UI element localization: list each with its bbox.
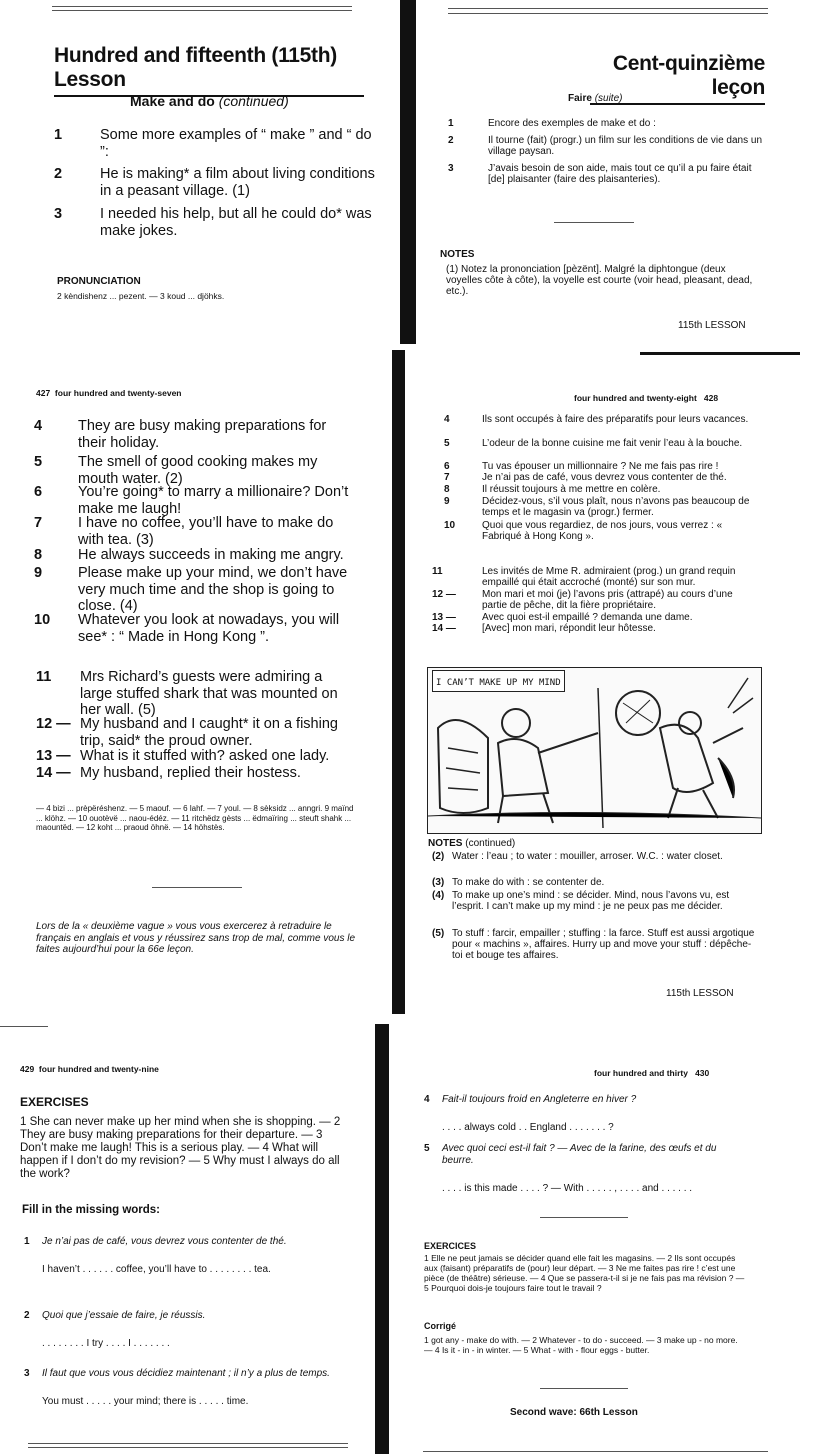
subtitle-bold: Make and do bbox=[130, 93, 215, 109]
item-number: 11 bbox=[432, 566, 443, 577]
subtitle-bold: Faire bbox=[568, 93, 592, 104]
page-footer: 115th LESSON bbox=[666, 988, 734, 999]
notes-continued: (continued) bbox=[465, 838, 516, 849]
pronunciation-heading: PRONUNCIATION bbox=[57, 276, 141, 287]
note-1: (1) Notez la prononciation [pèzënt]. Malgré la diphtongue (deux voyelles côte à côte), la voyelle est courte (voir head, pleasant, dead, etc.). bbox=[446, 264, 753, 297]
item-text: J’avais besoin de son aide, mais tout ce qu’il a pu faire était [de] plaisanter (faire des plaisanteries). bbox=[488, 163, 752, 185]
fill-item bbox=[24, 1368, 346, 1412]
list-item bbox=[432, 566, 760, 588]
fill-item bbox=[24, 1236, 346, 1280]
fill-answer-line: . . . . . . . . I try . . . . I . . . . . . . bbox=[42, 1338, 170, 1349]
list-item bbox=[448, 135, 763, 157]
item-text: My husband, replied their hostess. bbox=[80, 765, 301, 781]
list-item bbox=[444, 414, 760, 425]
list-item bbox=[54, 166, 379, 199]
page-footer: 115th LESSON bbox=[678, 320, 746, 331]
list-item bbox=[36, 748, 356, 765]
note-item bbox=[432, 851, 760, 862]
list-item bbox=[432, 612, 760, 623]
list-item bbox=[34, 515, 356, 548]
item-text: Quoi que vous regardiez, de nos jours, vous verrez : « Fabriqué à Hong Kong ». bbox=[482, 520, 723, 542]
item-number: 1 bbox=[54, 127, 63, 143]
binding-bar-middle bbox=[392, 350, 405, 1014]
item-text: Tu vas épouser un millionnaire ? Ne me fais pas rire ! bbox=[482, 461, 719, 472]
item-number: 2 bbox=[448, 135, 454, 146]
item-number: 14 — bbox=[432, 623, 456, 634]
exercices-heading: EXERCICES bbox=[424, 1241, 477, 1251]
item-number: 12 — bbox=[36, 716, 71, 732]
item-number: 4 bbox=[444, 414, 450, 425]
exercises-heading: EXERCISES bbox=[20, 1095, 89, 1109]
item-text: What is it stuffed with? asked one lady. bbox=[80, 748, 330, 764]
item-text: Je n’ai pas de café, vous devrez vous contenter de thé. bbox=[482, 472, 727, 483]
item-number: 5 bbox=[444, 438, 450, 449]
item-text: They are busy making preparations for their holiday. bbox=[78, 418, 327, 451]
item-text: [Avec] mon mari, répondit leur hôtesse. bbox=[482, 623, 656, 634]
note-text: To make do with : se contenter de. bbox=[452, 877, 605, 888]
list-item bbox=[444, 496, 760, 518]
binding-bar-top bbox=[400, 0, 416, 344]
second-wave-note: Lors de la « deuxième vague » vous vous exercerez à retraduire le français en anglais et vous y réussirez sans trop de mal, comme vous le faites aujourd’hui pour la 66e leçon. bbox=[36, 921, 356, 955]
list-item bbox=[432, 623, 760, 634]
note-number: (5) bbox=[432, 928, 445, 939]
page-number-words: four hundred and twenty-seven bbox=[54, 388, 182, 398]
item-text: Please make up your mind, we don’t have very much time and the shop is going to close. (4) bbox=[78, 565, 348, 614]
corrige-heading: Corrigé bbox=[424, 1321, 457, 1331]
item-text: Décidez-vous, s’il vous plaît, nous n’avons pas beaucoup de temps et le magasin va (progr.) fermer. bbox=[482, 496, 750, 518]
cartoon-illustration bbox=[427, 667, 762, 834]
notes-heading: NOTES bbox=[440, 249, 475, 260]
page-edge-line bbox=[640, 352, 800, 355]
item-text: Whatever you look at nowadays, you will see* : “ Made in Hong Kong ”. bbox=[78, 612, 340, 645]
list-item bbox=[448, 118, 763, 129]
page-edge-line bbox=[0, 1026, 48, 1027]
item-text: You’re going* to marry a millionaire? Don’t make me laugh! bbox=[78, 484, 349, 517]
note-number: (2) bbox=[432, 851, 445, 862]
item-number: 11 bbox=[36, 669, 52, 685]
fill-answer-line: . . . . always cold . . England . . . . . . . ? bbox=[442, 1122, 614, 1133]
item-number: 9 bbox=[34, 565, 43, 581]
item-number: 4 bbox=[34, 418, 43, 434]
item-number: 7 bbox=[34, 515, 43, 531]
item-number: 12 — bbox=[432, 589, 456, 600]
item-text: Il réussit toujours à me mettre en colère. bbox=[482, 484, 661, 495]
item-number: 13 — bbox=[36, 748, 71, 764]
list-item bbox=[444, 520, 760, 542]
notes-heading: NOTES bbox=[428, 838, 463, 849]
item-number: 2 bbox=[54, 166, 63, 182]
page-bottom-rule bbox=[423, 1451, 768, 1452]
item-text: My husband and I caught* it on a fishing trip, said* the proud owner. bbox=[80, 716, 338, 749]
list-item bbox=[444, 461, 760, 472]
page-number: 427 bbox=[36, 388, 51, 398]
exercises-text: 1 She can never make up her mind when she is shopping. — 2 They are busy making preparations for their departure. — 3 Don’t make me laugh! This is a serious play. — 4 What will happen if I don’t do my revision? — 5 Why must I always do all the work? bbox=[20, 1116, 341, 1180]
fill-number: 5 bbox=[424, 1143, 430, 1154]
note-number: (4) bbox=[432, 890, 445, 901]
fill-question: Je n’ai pas de café, vous devrez vous contenter de thé. bbox=[42, 1236, 287, 1247]
item-number: 3 bbox=[448, 163, 454, 174]
page-header bbox=[36, 388, 182, 398]
fill-heading: Fill in the missing words: bbox=[22, 1204, 161, 1216]
note-text: Water : l’eau ; to water : mouiller, arroser. W.C. : water closet. bbox=[452, 851, 723, 862]
item-number: 5 bbox=[34, 454, 43, 470]
note-number: (3) bbox=[432, 877, 445, 888]
list-item bbox=[54, 206, 379, 239]
list-item bbox=[34, 612, 356, 645]
page-number: 429 bbox=[20, 1064, 35, 1074]
item-text: Mrs Richard’s guests were admiring a large stuffed shark that was mounted on her wall. (5) bbox=[80, 669, 338, 718]
notes-heading-row bbox=[428, 838, 515, 849]
list-item bbox=[34, 484, 356, 517]
list-item bbox=[432, 589, 760, 611]
fill-question: Quoi que j’essaie de faire, je réussis. bbox=[42, 1310, 206, 1321]
fill-question: Avec quoi ceci est-il fait ? — Avec de la farine, des œufs et du beurre. bbox=[442, 1143, 717, 1166]
fill-number: 2 bbox=[24, 1310, 30, 1321]
note-item bbox=[432, 877, 760, 888]
list-item bbox=[444, 484, 760, 495]
list-item bbox=[34, 547, 356, 564]
fill-answer-line: . . . . is this made . . . . ? — With . . . . . , . . . . and . . . . . . bbox=[442, 1183, 693, 1194]
divider bbox=[152, 887, 242, 888]
note-item bbox=[432, 890, 760, 912]
fill-item bbox=[424, 1143, 746, 1199]
page-number-words: four hundred and twenty-eight bbox=[574, 393, 697, 403]
page-number-words: four hundred and thirty bbox=[594, 1068, 688, 1078]
pronunciation-text: 2 kèndishenz ... pezent. — 3 koud ... djöhks. bbox=[57, 291, 225, 301]
item-text: The smell of good cooking makes my mouth water. (2) bbox=[78, 454, 318, 487]
divider bbox=[554, 222, 634, 223]
list-item bbox=[34, 454, 356, 487]
list-item bbox=[54, 127, 379, 160]
page-header bbox=[594, 1068, 709, 1078]
list-item bbox=[36, 765, 356, 782]
item-number: 10 bbox=[444, 520, 456, 531]
fill-question: Il faut que vous vous décidiez maintenant ; il n’y a plus de temps. bbox=[42, 1368, 330, 1379]
item-text: I needed his help, but all he could do* was make jokes. bbox=[100, 206, 372, 239]
item-text: Mon mari et moi (je) l’avons pris (attrapé) au cours d’une partie de pêche, dit la fière propriétaire. bbox=[482, 589, 733, 611]
subtitle-italic: (continued) bbox=[218, 93, 289, 109]
list-item bbox=[36, 716, 356, 749]
subtitle-italic: (suite) bbox=[594, 93, 623, 104]
item-number: 14 — bbox=[36, 765, 71, 781]
item-number: 6 bbox=[444, 461, 450, 472]
item-text: He always succeeds in making me angry. bbox=[78, 547, 344, 563]
lesson-title: Cent-quinzième leçon bbox=[590, 52, 765, 105]
list-item bbox=[34, 565, 356, 615]
item-text: I have no coffee, you’ll have to make do with tea. (3) bbox=[78, 515, 334, 548]
page-bottom-rule bbox=[28, 1443, 348, 1444]
lesson-subtitle bbox=[130, 93, 289, 109]
page-number: 428 bbox=[703, 393, 719, 403]
cartoon-drawing bbox=[428, 668, 761, 833]
list-item bbox=[34, 418, 356, 451]
lesson-title: Hundred and fifteenth (115th) Lesson bbox=[54, 44, 364, 97]
divider bbox=[540, 1388, 628, 1389]
page-header bbox=[574, 393, 718, 403]
fill-number: 3 bbox=[24, 1368, 30, 1379]
item-number: 8 bbox=[444, 484, 450, 495]
page-header bbox=[20, 1064, 159, 1074]
list-item bbox=[444, 438, 760, 449]
divider bbox=[540, 1217, 628, 1218]
fill-answer-line: I haven’t . . . . . . coffee, you’ll have to . . . . . . . . tea. bbox=[42, 1264, 271, 1275]
fill-item bbox=[424, 1094, 746, 1138]
item-text: L’odeur de la bonne cuisine me fait venir l’eau à la bouche. bbox=[482, 438, 743, 449]
fill-item bbox=[24, 1310, 346, 1354]
cartoon-caption: I CAN’T MAKE UP MY MIND bbox=[436, 678, 561, 688]
exercices-text: 1 Elle ne peut jamais se décider quand elle fait les magasins. — 2 Ils sont occupés aux (faisant) préparatifs de (pour) leur départ. — 3 Ne me faites pas rire ! c’est une pièce (de théâtre) sérieuse. — 4 Que se passera-t-il si je ne fais pas ma révision ? — 5 Pourquoi dois-je toujours faire tout le travail ? bbox=[424, 1253, 745, 1293]
list-item bbox=[444, 472, 760, 483]
item-text: Encore des exemples de make et do : bbox=[488, 118, 656, 129]
item-number: 9 bbox=[444, 496, 450, 507]
binding-bar-bottom bbox=[375, 1024, 389, 1454]
fill-question: Fait-il toujours froid en Angleterre en hiver ? bbox=[442, 1094, 637, 1105]
pronunciation-text: — 4 bizi ... prèpëréshenz. — 5 maouf. — 6 lahf. — 7 youl. — 8 sèksidz ... anngri. 9 maïnd ... klöhz. — 10 ouotèvë ... naou-édéz. — 11 ritchëdz gèsts ... ëdmaïring ... steuft shahk ... maountëd. — 12 koht ... praoud öhnë. — 14 höhstès. bbox=[36, 804, 354, 832]
item-text: Avec quoi est-il empaillé ? demanda une dame. bbox=[482, 612, 693, 623]
item-text: Il tourne (fait) (progr.) un film sur les conditions de vie dans un village paysan. bbox=[488, 135, 763, 157]
lesson-subtitle bbox=[568, 92, 622, 107]
item-number: 8 bbox=[34, 547, 43, 563]
fill-number: 4 bbox=[424, 1094, 430, 1105]
item-text: Some more examples of “ make ” and “ do ”: bbox=[100, 127, 372, 160]
note-item bbox=[432, 928, 760, 961]
note-text: To make up one’s mind : se décider. Mind, nous l’avons vu, est l’esprit. I can’t make up my mind : je ne peux pas me décider. bbox=[452, 890, 730, 912]
page-number-words: four hundred and twenty-nine bbox=[38, 1064, 159, 1074]
item-number: 7 bbox=[444, 472, 450, 483]
item-number: 10 bbox=[34, 612, 51, 628]
item-text: He is making* a film about living conditions in a peasant village. (1) bbox=[100, 166, 375, 199]
item-number: 1 bbox=[448, 118, 454, 129]
item-text: Ils sont occupés à faire des préparatifs pour leurs vacances. bbox=[482, 414, 749, 425]
item-number: 13 — bbox=[432, 612, 456, 623]
page-number: 430 bbox=[695, 1068, 710, 1078]
fill-number: 1 bbox=[24, 1236, 30, 1247]
corrige-text: 1 got any - make do with. — 2 Whatever - to do - succeed. — 3 make up - no more. — 4 Is it - in - in winter. — 5 What - with - flour eggs - butter. bbox=[424, 1335, 738, 1355]
item-number: 3 bbox=[54, 206, 63, 222]
item-number: 6 bbox=[34, 484, 43, 500]
list-item bbox=[36, 669, 356, 719]
note-text: To stuff : farcir, empailler ; stuffing : la farce. Stuff est aussi argotique pour « machins », affaires. Hurry up and move your stuff : dépêche-toi et bouge tes affaires. bbox=[452, 928, 755, 961]
second-wave-label: Second wave: 66th Lesson bbox=[510, 1407, 638, 1418]
item-text: Les invités de Mme R. admiraient (prog.) un grand requin empaillé qui était accroché (monté) sur son mur. bbox=[482, 566, 736, 588]
fill-answer-line: You must . . . . . your mind; there is . . . . . time. bbox=[42, 1396, 249, 1407]
list-item bbox=[448, 163, 763, 185]
